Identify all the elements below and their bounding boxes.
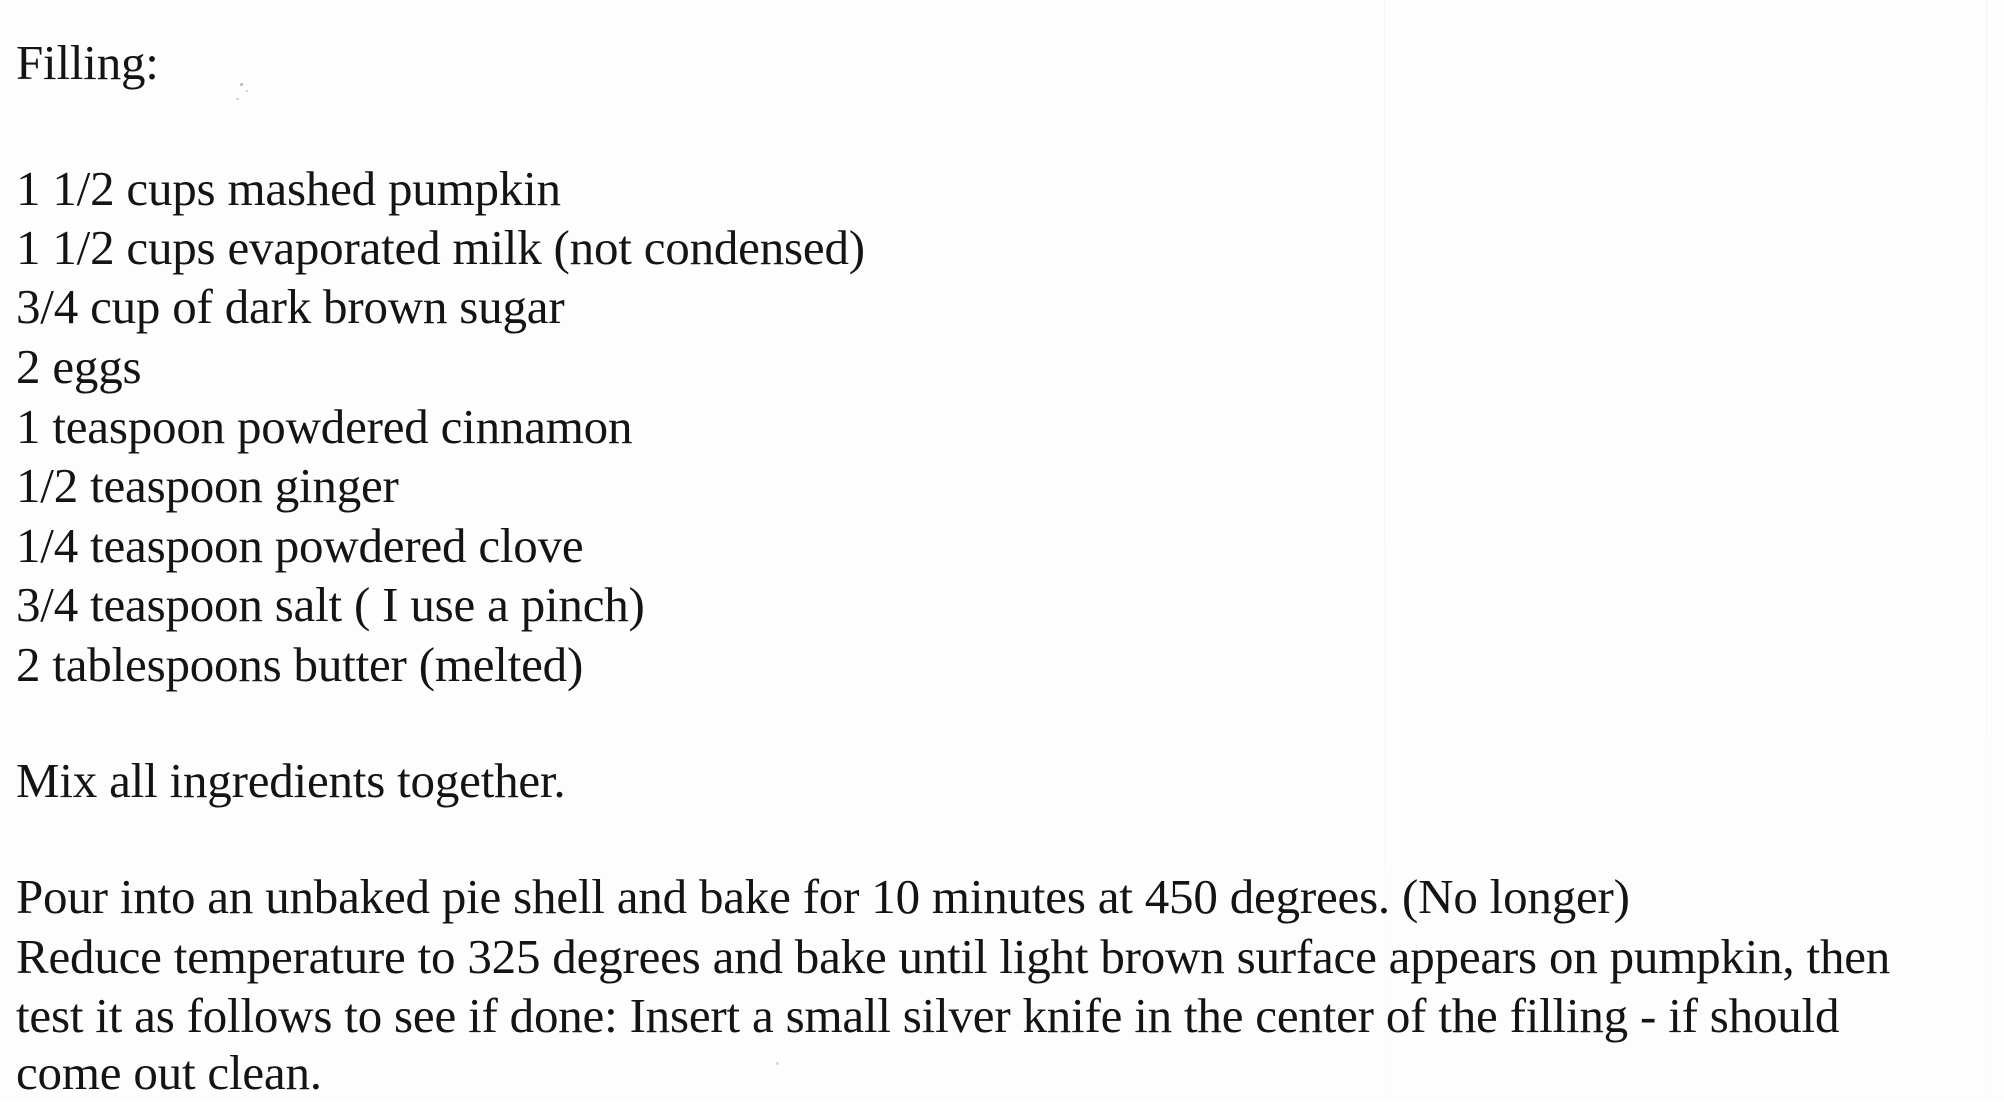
ingredient-item: 1 1/2 cups mashed pumpkin	[16, 161, 561, 216]
ingredient-item: 3/4 teaspoon salt ( I use a pinch)	[16, 577, 645, 632]
baking-instruction-line: Reduce temperature to 325 degrees and bake until light brown surface appears on pumpkin, then	[16, 929, 1891, 984]
baking-instruction-line: come out clean.	[16, 1045, 322, 1100]
baking-instruction-line: test it as follows to see if done: Insert a small silver knife in the center of the filling - if should	[16, 988, 1840, 1043]
ingredient-item: 2 eggs	[16, 339, 142, 394]
scan-speck	[776, 1062, 779, 1065]
ingredient-item: 2 tablespoons butter (melted)	[16, 637, 584, 692]
scan-speck	[240, 83, 243, 86]
scan-speck	[246, 90, 248, 92]
ingredient-item: 3/4 cup of dark brown sugar	[16, 279, 565, 334]
ingredient-item: 1 teaspoon powdered cinnamon	[16, 399, 633, 454]
ingredient-item: 1/2 teaspoon ginger	[16, 458, 399, 513]
scan-shadow-line	[1986, 0, 1987, 1101]
scan-speck	[236, 98, 239, 100]
filling-heading: Filling:	[16, 35, 159, 90]
ingredient-item: 1 1/2 cups evaporated milk (not condensed)	[16, 220, 865, 275]
baking-instruction-line: Pour into an unbaked pie shell and bake for 10 minutes at 450 degrees. (No longer)	[16, 869, 1630, 924]
mix-instruction: Mix all ingredients together.	[16, 753, 566, 808]
ingredient-item: 1/4 teaspoon powdered clove	[16, 518, 584, 573]
